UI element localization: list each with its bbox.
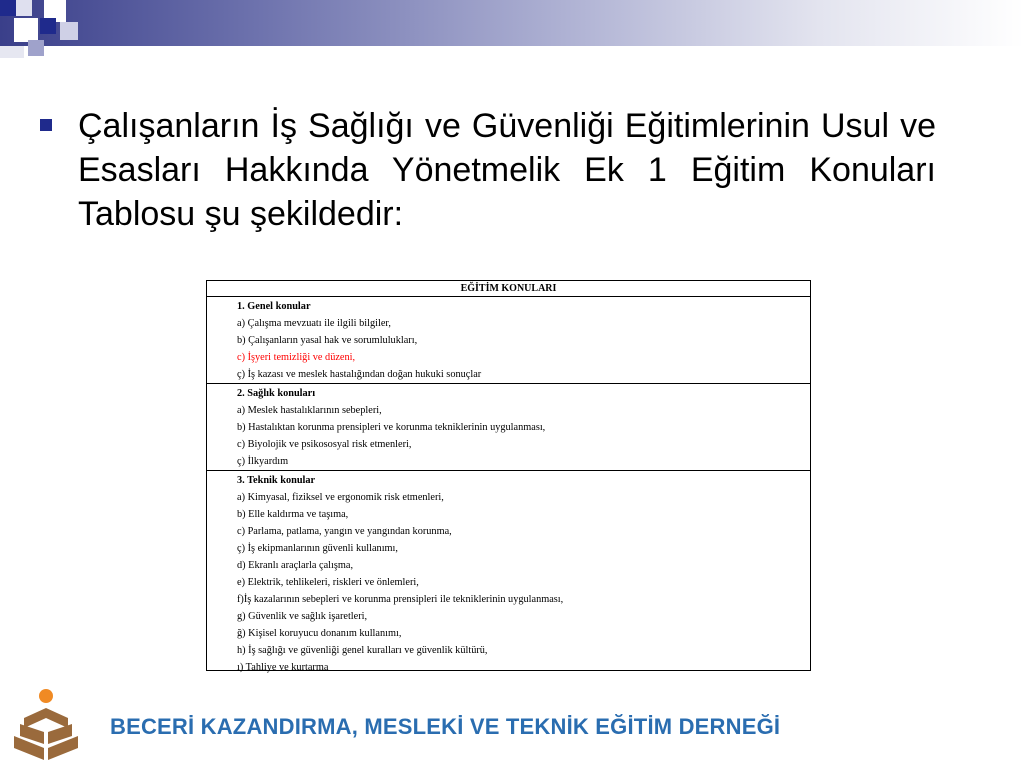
section-item: e) Elektrik, tehlikeleri, riskleri ve önlemleri,	[237, 577, 419, 588]
decoration-square	[60, 22, 78, 40]
section-item: c) Parlama, patlama, yangın ve yangından korunma,	[237, 526, 452, 537]
section-item: d) Ekranlı araçlarla çalışma,	[237, 560, 354, 571]
section-title: 1. Genel konular	[237, 301, 311, 312]
section-item: a) Çalışma mevzuatı ile ilgili bilgiler,	[237, 318, 392, 329]
section-item: c) İşyeri temizliği ve düzeni,	[237, 352, 356, 363]
table-section	[207, 471, 810, 676]
section-item: ı) Tahliye ve kurtarma	[237, 662, 329, 673]
table-body	[207, 297, 810, 676]
section-item: b) Çalışanların yasal hak ve sorumlulukları,	[237, 335, 418, 346]
section-item: a) Kimyasal, fiziksel ve ergonomik risk etmenleri,	[237, 492, 444, 503]
decoration-square	[0, 0, 16, 16]
slide-bullet-text: Çalışanların İş Sağlığı ve Güvenliği Eğitimlerinin Usul ve Esasları Hakkında Yönetmelik Ek 1 Eğitim Konuları Tablosu şu şekildedir:	[78, 107, 936, 233]
section-item: g) Güvenlik ve sağlık işaretleri,	[237, 611, 368, 622]
section-item: ç) İş kazası ve meslek hastalığından doğan hukuki sonuçlar	[237, 369, 482, 380]
section-item: b) Hastalıktan korunma prensipleri ve korunma tekniklerinin uygulanması,	[237, 422, 546, 433]
section-title: 2. Sağlık konuları	[237, 388, 316, 399]
organization-name: BECERİ KAZANDIRMA, MESLEKİ VE TEKNİK EĞİTİM DERNEĞİ	[110, 714, 781, 739]
decoration-square	[16, 0, 32, 16]
table-header: EĞİTİM KONULARI	[207, 281, 810, 297]
organization-logo	[10, 682, 84, 764]
education-topics-table	[206, 280, 811, 671]
decoration-square	[40, 18, 56, 34]
section-item: c) Biyolojik ve psikososyal risk etmenleri,	[237, 439, 412, 450]
section-item: ğ) Kişisel koruyucu donanım kullanımı,	[237, 628, 402, 639]
section-item: ç) İlkyardım	[237, 456, 289, 467]
section-item: f)İş kazalarının sebepleri ve korunma prensipleri ile tekniklerinin uygulanması,	[237, 594, 564, 605]
top-decoration-band	[0, 0, 1024, 46]
section-item: b) Elle kaldırma ve taşıma,	[237, 509, 349, 520]
bullet-marker	[40, 119, 52, 131]
table-section	[207, 297, 810, 384]
decoration-square	[0, 46, 24, 58]
section-title: 3. Teknik konular	[237, 475, 316, 486]
section-item: a) Meslek hastalıklarının sebepleri,	[237, 405, 382, 416]
section-item: h) İş sağlığı ve güvenliği genel kuralları ve güvenlik kültürü,	[237, 645, 488, 656]
decoration-square	[14, 18, 38, 42]
table-section	[207, 384, 810, 471]
section-item: ç) İş ekipmanlarının güvenli kullanımı,	[237, 543, 398, 554]
decoration-square	[28, 40, 44, 56]
